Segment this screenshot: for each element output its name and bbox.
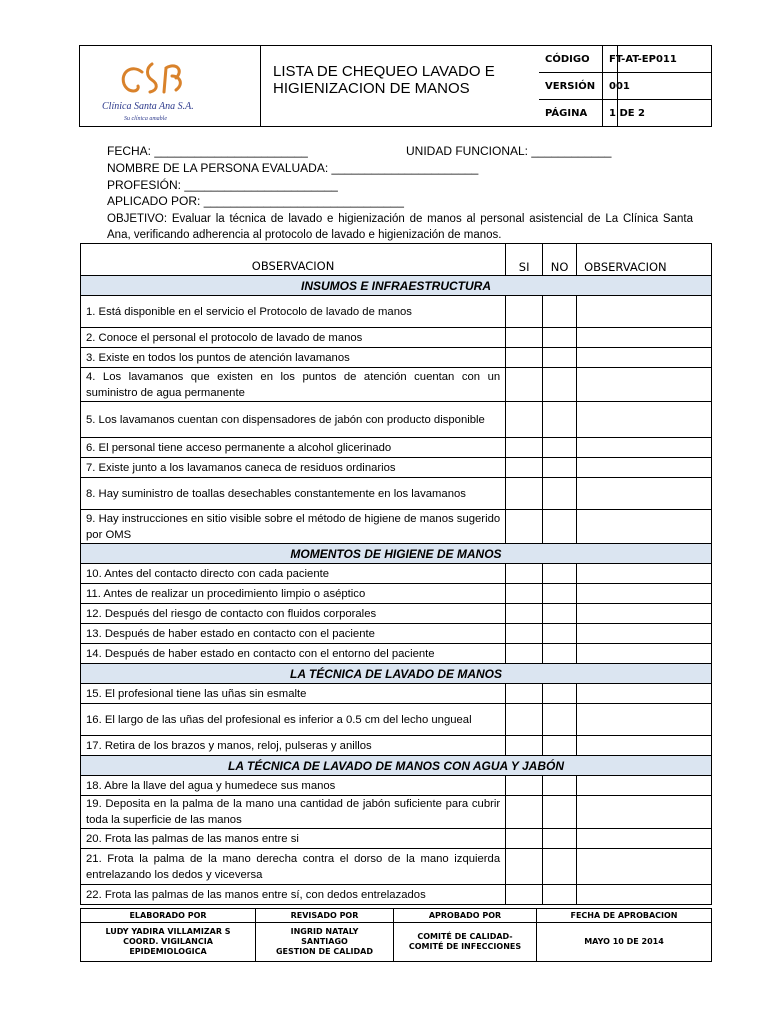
no-checkbox-cell[interactable] — [543, 796, 577, 829]
footer-revisado — [256, 923, 394, 962]
field-nombre-evaluada[interactable]: NOMBRE DE LA PERSONA EVALUADA: ______________________ — [107, 161, 479, 175]
section-header-row — [81, 276, 712, 296]
footer-header-fecha: FECHA DE APROBACION — [537, 909, 712, 923]
checklist-row — [81, 402, 712, 438]
si-checkbox-cell[interactable] — [506, 368, 543, 402]
no-checkbox-cell[interactable] — [543, 829, 577, 849]
observacion-cell[interactable] — [577, 829, 712, 849]
observacion-cell[interactable] — [577, 368, 712, 402]
checklist-row — [81, 328, 712, 348]
si-checkbox-cell[interactable] — [506, 796, 543, 829]
meta-row-pagina — [539, 100, 711, 127]
section-title: LA TÉCNICA DE LAVADO DE MANOS — [81, 664, 712, 684]
observacion-cell[interactable] — [577, 776, 712, 796]
checklist-row — [81, 296, 712, 328]
revisado-line: GESTION DE CALIDAD — [275, 947, 373, 956]
observacion-cell[interactable] — [577, 510, 712, 544]
no-checkbox-cell[interactable] — [543, 510, 577, 544]
col-header-observacion: OBSERVACION — [81, 244, 506, 276]
footer-fecha: MAYO 10 DE 2014 — [537, 923, 712, 962]
checklist-row — [81, 644, 712, 664]
checklist-item-text: 20. Frota las palmas de las manos entre si — [81, 829, 506, 849]
si-checkbox-cell[interactable] — [506, 604, 543, 624]
meta-label: VERSIÓN — [539, 73, 603, 99]
no-checkbox-cell[interactable] — [543, 368, 577, 402]
observacion-cell[interactable] — [577, 885, 712, 905]
section-header-row — [81, 664, 712, 684]
meta-row-codigo — [539, 46, 711, 73]
no-checkbox-cell[interactable] — [543, 644, 577, 664]
observacion-cell[interactable] — [577, 736, 712, 756]
checklist-item-text: 21. Frota la palma de la mano derecha contra el dorso de la mano izquierda entrelazando los dedos y viceversa — [81, 849, 506, 885]
footer-header-revisado: REVISADO POR — [256, 909, 394, 923]
checklist-item-text: 2. Conoce el personal el protocolo de lavado de manos — [81, 328, 506, 348]
checklist-row — [81, 510, 712, 544]
checklist-row — [81, 796, 712, 829]
checklist-row — [81, 348, 712, 368]
checklist-item-text: 19. Deposita en la palma de la mano una cantidad de jabón suficiente para cubrir toda la superficie de las manos — [81, 796, 506, 829]
checklist-item-text: 10. Antes del contacto directo con cada paciente — [81, 564, 506, 584]
field-fecha[interactable]: FECHA: _______________________ — [107, 144, 308, 158]
revisado-line: SANTIAGO — [301, 937, 348, 946]
no-checkbox-cell[interactable] — [543, 776, 577, 796]
clinic-logo-mark-icon — [80, 46, 260, 126]
clinic-logo — [80, 46, 261, 126]
checklist-item-text: 17. Retira de los brazos y manos, reloj, pulseras y anillos — [81, 736, 506, 756]
checklist-item-text: 6. El personal tiene acceso permanente a alcohol glicerinado — [81, 438, 506, 458]
checklist-item-text: 5. Los lavamanos cuentan con dispensadores de jabón con producto disponible — [81, 402, 506, 438]
si-checkbox-cell[interactable] — [506, 704, 543, 736]
footer-aprobado — [394, 923, 537, 962]
logo-slogan: Su clínica amable — [124, 116, 167, 122]
no-checkbox-cell[interactable] — [543, 704, 577, 736]
checklist-item-text: 9. Hay instrucciones en sitio visible sobre el método de higiene de manos sugerido por OMS — [81, 510, 506, 544]
checklist-row — [81, 564, 712, 584]
field-aplicado-por[interactable]: APLICADO POR: ______________________________ — [107, 194, 404, 208]
si-checkbox-cell[interactable] — [506, 510, 543, 544]
observacion-cell[interactable] — [577, 478, 712, 510]
meta-row-version — [539, 73, 711, 100]
observacion-cell[interactable] — [577, 704, 712, 736]
checklist-row — [81, 849, 712, 885]
checklist-item-text: 12. Después del riesgo de contacto con fluidos corporales — [81, 604, 506, 624]
no-checkbox-cell[interactable] — [543, 849, 577, 885]
observacion-cell[interactable] — [577, 796, 712, 829]
si-checkbox-cell[interactable] — [506, 829, 543, 849]
observacion-cell[interactable] — [577, 684, 712, 704]
table-header-row — [81, 244, 712, 276]
col-header-observacion-2: OBSERVACION — [577, 244, 712, 276]
si-checkbox-cell[interactable] — [506, 584, 543, 604]
footer-header-row — [81, 909, 712, 923]
col-header-no: NO — [543, 244, 577, 276]
meta-value: 1 DE 2 — [609, 108, 646, 119]
checklist-item-text: 11. Antes de realizar un procedimiento limpio o aséptico — [81, 584, 506, 604]
aprobado-line: COMITÉ DE CALIDAD- — [417, 932, 513, 941]
no-checkbox-cell[interactable] — [543, 402, 577, 438]
observacion-cell[interactable] — [577, 402, 712, 438]
no-checkbox-cell[interactable] — [543, 736, 577, 756]
section-title: LA TÉCNICA DE LAVADO DE MANOS CON AGUA Y JABÓN — [81, 756, 712, 776]
checklist-row — [81, 704, 712, 736]
checklist-item-text: 13. Después de haber estado en contacto con el paciente — [81, 624, 506, 644]
checklist-table — [80, 243, 712, 905]
no-checkbox-cell[interactable] — [543, 564, 577, 584]
checklist-row — [81, 736, 712, 756]
observacion-cell[interactable] — [577, 644, 712, 664]
si-checkbox-cell[interactable] — [506, 736, 543, 756]
si-checkbox-cell[interactable] — [506, 776, 543, 796]
observacion-cell[interactable] — [577, 296, 712, 328]
no-checkbox-cell[interactable] — [543, 885, 577, 905]
si-checkbox-cell[interactable] — [506, 885, 543, 905]
no-checkbox-cell[interactable] — [543, 438, 577, 458]
meta-box — [539, 46, 711, 126]
checklist-row — [81, 584, 712, 604]
checklist-item-text: 7. Existe junto a los lavamanos caneca de residuos ordinarios — [81, 458, 506, 478]
checklist-row — [81, 368, 712, 402]
footer-elaborado — [81, 923, 256, 962]
si-checkbox-cell[interactable] — [506, 438, 543, 458]
observacion-cell[interactable] — [577, 604, 712, 624]
field-profesion[interactable]: PROFESIÓN: _______________________ — [107, 178, 338, 192]
section-title: MOMENTOS DE HIGIENE DE MANOS — [81, 544, 712, 564]
revisado-line: INGRID NATALY — [290, 927, 359, 936]
checklist-item-text: 15. El profesional tiene las uñas sin esmalte — [81, 684, 506, 704]
objective-text: OBJETIVO: Evaluar la técnica de lavado e higienización de manos al personal asistencial de La Clínica Santa Ana, verificando adherencia al protocolo de lavado e higienización de manos. — [107, 213, 693, 241]
checklist-row — [81, 624, 712, 644]
no-checkbox-cell[interactable] — [543, 624, 577, 644]
no-checkbox-cell[interactable] — [543, 458, 577, 478]
elaborado-line: EPIDEMIOLOGICA — [129, 947, 207, 956]
checklist-item-text: 16. El largo de las uñas del profesional es inferior a 0.5 cm del lecho ungueal — [81, 704, 506, 736]
checklist-row — [81, 438, 712, 458]
approval-footer — [80, 908, 712, 962]
observacion-cell[interactable] — [577, 584, 712, 604]
checklist-item-text: 22. Frota las palmas de las manos entre sí, con dedos entrelazados — [81, 885, 506, 905]
observacion-cell[interactable] — [577, 348, 712, 368]
no-checkbox-cell[interactable] — [543, 604, 577, 624]
observacion-cell[interactable] — [577, 564, 712, 584]
si-checkbox-cell[interactable] — [506, 296, 543, 328]
observacion-cell[interactable] — [577, 438, 712, 458]
section-header-row — [81, 544, 712, 564]
field-unidad-funcional[interactable]: UNIDAD FUNCIONAL: ____________ — [406, 144, 612, 158]
si-checkbox-cell[interactable] — [506, 458, 543, 478]
checklist-row — [81, 885, 712, 905]
si-checkbox-cell[interactable] — [506, 328, 543, 348]
checklist-item-text: 1. Está disponible en el servicio el Protocolo de lavado de manos — [81, 296, 506, 328]
title-line-1: LISTA DE CHEQUEO LAVADO E — [273, 63, 495, 80]
logo-name: Clínica Santa Ana S.A. — [102, 101, 194, 112]
aprobado-line: COMITÉ DE INFECCIONES — [408, 942, 522, 951]
checklist-item-text: 3. Existe en todos los puntos de atención lavamanos — [81, 348, 506, 368]
si-checkbox-cell[interactable] — [506, 849, 543, 885]
checklist-row — [81, 478, 712, 510]
section-title: INSUMOS E INFRAESTRUCTURA — [81, 276, 712, 296]
footer-header-elaborado: ELABORADO POR — [81, 909, 256, 923]
observacion-cell[interactable] — [577, 849, 712, 885]
si-checkbox-cell[interactable] — [506, 402, 543, 438]
si-checkbox-cell[interactable] — [506, 684, 543, 704]
checklist-row — [81, 829, 712, 849]
no-checkbox-cell[interactable] — [543, 478, 577, 510]
si-checkbox-cell[interactable] — [506, 624, 543, 644]
checklist-item-text: 8. Hay suministro de toallas desechables constantemente en los lavamanos — [81, 478, 506, 510]
no-checkbox-cell[interactable] — [543, 296, 577, 328]
checklist-item-text: 18. Abre la llave del agua y humedece sus manos — [81, 776, 506, 796]
no-checkbox-cell[interactable] — [543, 584, 577, 604]
elaborado-line: LUDY YADIRA VILLAMIZAR S — [105, 927, 231, 936]
title-line-2: HIGIENIZACION DE MANOS — [273, 80, 470, 97]
checklist-item-text: 4. Los lavamanos que existen en los puntos de atención cuentan con un suministro de agua permanente — [81, 368, 506, 402]
no-checkbox-cell[interactable] — [543, 328, 577, 348]
section-header-row — [81, 756, 712, 776]
meta-label: PÁGINA — [539, 100, 603, 127]
checklist-row — [81, 776, 712, 796]
col-header-si: SI — [506, 244, 543, 276]
meta-label: CÓDIGO — [539, 46, 603, 72]
checklist-item-text: 14. Después de haber estado en contacto con el entorno del paciente — [81, 644, 506, 664]
meta-value: FT-AT-EP011 — [609, 54, 677, 65]
observacion-cell[interactable] — [577, 624, 712, 644]
checklist-row — [81, 458, 712, 478]
no-checkbox-cell[interactable] — [543, 348, 577, 368]
si-checkbox-cell[interactable] — [506, 478, 543, 510]
checklist-row — [81, 684, 712, 704]
elaborado-line: COORD. VIGILANCIA — [123, 937, 213, 946]
footer-header-aprobado: APROBADO POR — [394, 909, 537, 923]
si-checkbox-cell[interactable] — [506, 644, 543, 664]
si-checkbox-cell[interactable] — [506, 348, 543, 368]
checklist-row — [81, 604, 712, 624]
footer-body-row — [81, 923, 712, 962]
si-checkbox-cell[interactable] — [506, 564, 543, 584]
observacion-cell[interactable] — [577, 328, 712, 348]
meta-value: 001 — [609, 81, 630, 92]
observacion-cell[interactable] — [577, 458, 712, 478]
no-checkbox-cell[interactable] — [543, 684, 577, 704]
